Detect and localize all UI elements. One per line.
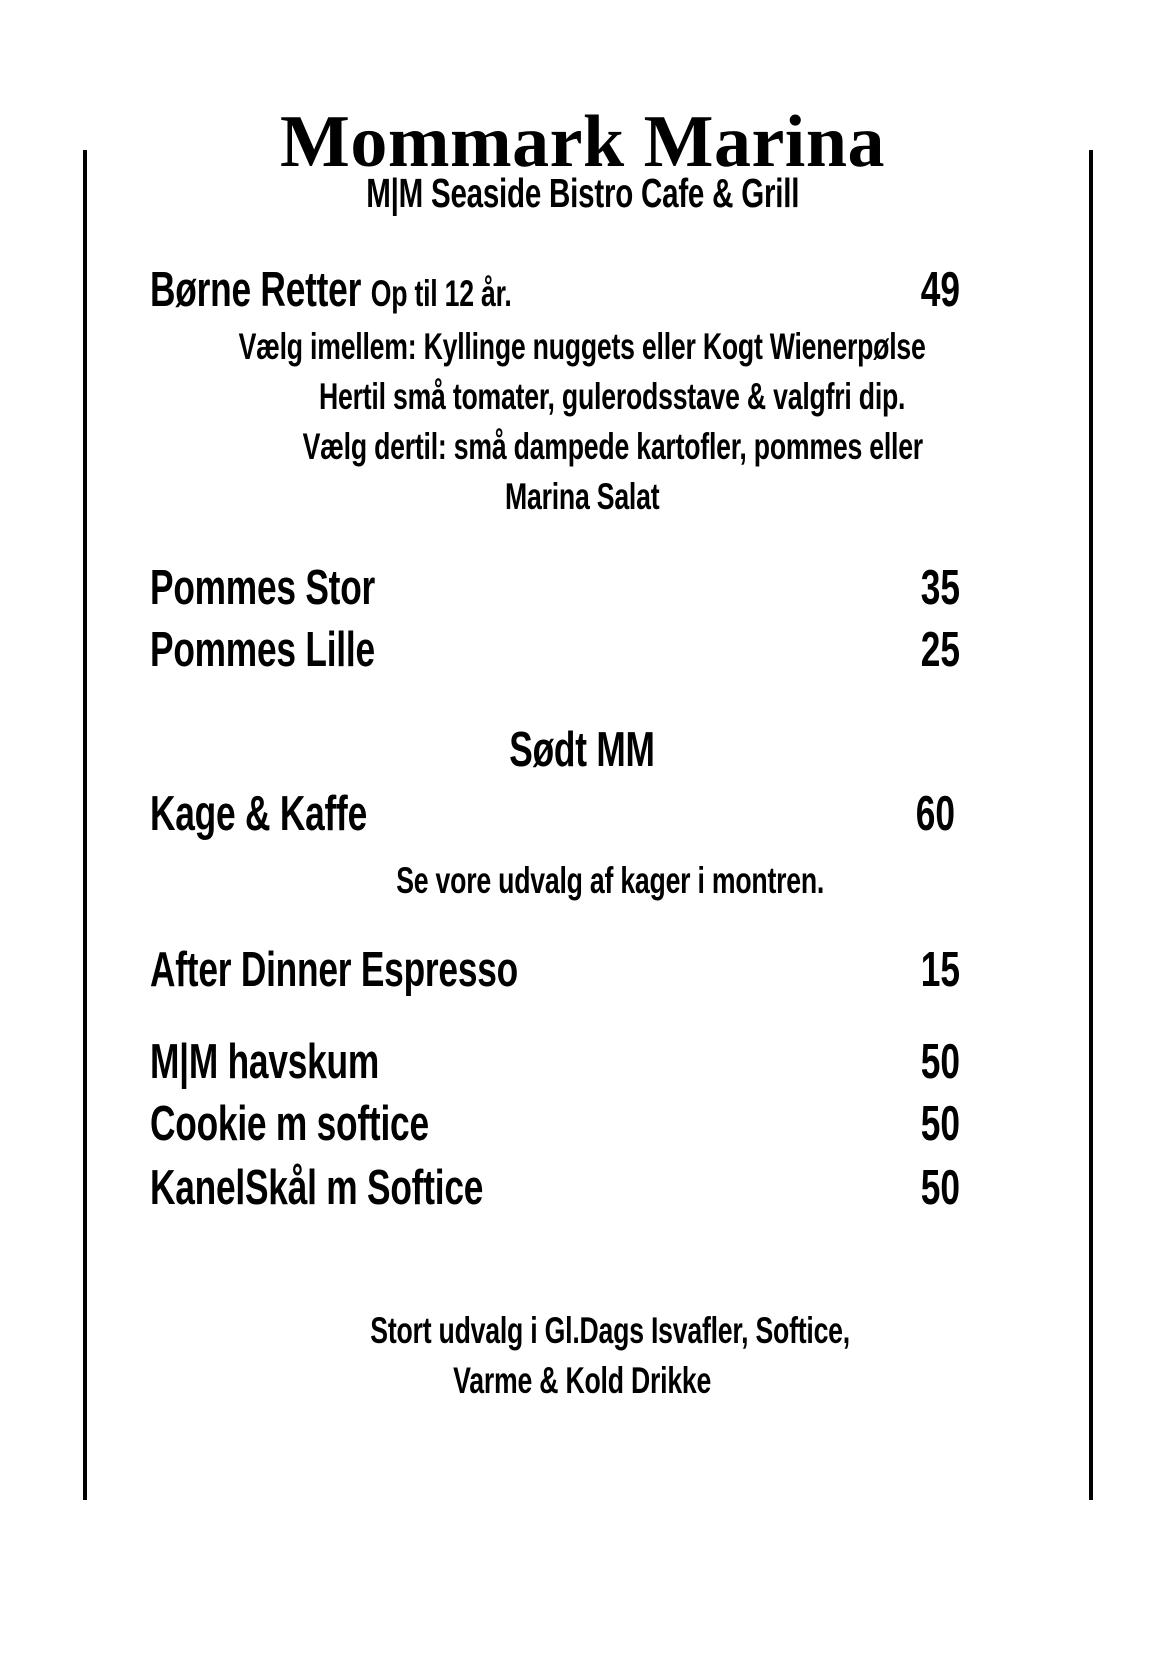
kids-age-note: Op til 12 år. (370, 273, 512, 314)
menu-item-havskum: M|M havskum (150, 1035, 380, 1089)
price-pommes-stor: 35 (920, 561, 960, 615)
cake-note: Se vore udvalg af kager i montren. (396, 860, 825, 901)
price-kanelskal-softice: 50 (920, 1161, 960, 1215)
menu-item-cookie-softice: Cookie m softice (150, 1097, 429, 1151)
footer-line-2: Varme & Kold Drikke (453, 1360, 712, 1401)
price-havskum: 50 (920, 1035, 960, 1089)
menu-item-pommes-lille: Pommes Lille (150, 623, 375, 677)
footer-line-1: Stort udvalg i Gl.Dags Isvafler, Softice, (370, 1310, 851, 1351)
price-kage-kaffe: 60 (915, 787, 955, 841)
menu-subtitle: M|M Seaside Bistro Cafe & Grill (365, 170, 799, 216)
kids-description-line-1: Vælg imellem: Kyllinge nuggets eller Kogt Wienerpølse (238, 326, 927, 367)
price-pommes-lille: 25 (920, 623, 960, 677)
menu-item-pommes-stor: Pommes Stor (150, 561, 376, 615)
menu-item-kage-kaffe: Kage & Kaffe (150, 787, 367, 841)
kids-menu-price: 49 (920, 263, 960, 317)
kids-menu-item (150, 262, 512, 318)
section-heading-sweet: Sødt MM (509, 723, 656, 777)
kids-menu-name: Børne Retter (150, 263, 362, 317)
menu-item-espresso: After Dinner Espresso (150, 943, 518, 997)
kids-description-line-2: Hertil små tomater, gulerodsstave & valgfri dip. (319, 376, 906, 417)
menu-title: Mommark Marina (279, 101, 886, 183)
menu-item-kanelskal-softice: KanelSkål m Softice (150, 1161, 484, 1215)
price-cookie-softice: 50 (920, 1097, 960, 1151)
price-espresso: 15 (920, 943, 960, 997)
kids-description-line-4: Marina Salat (505, 476, 660, 517)
kids-description-line-3: Vælg dertil: små dampede kartofler, pommes eller (302, 426, 923, 467)
